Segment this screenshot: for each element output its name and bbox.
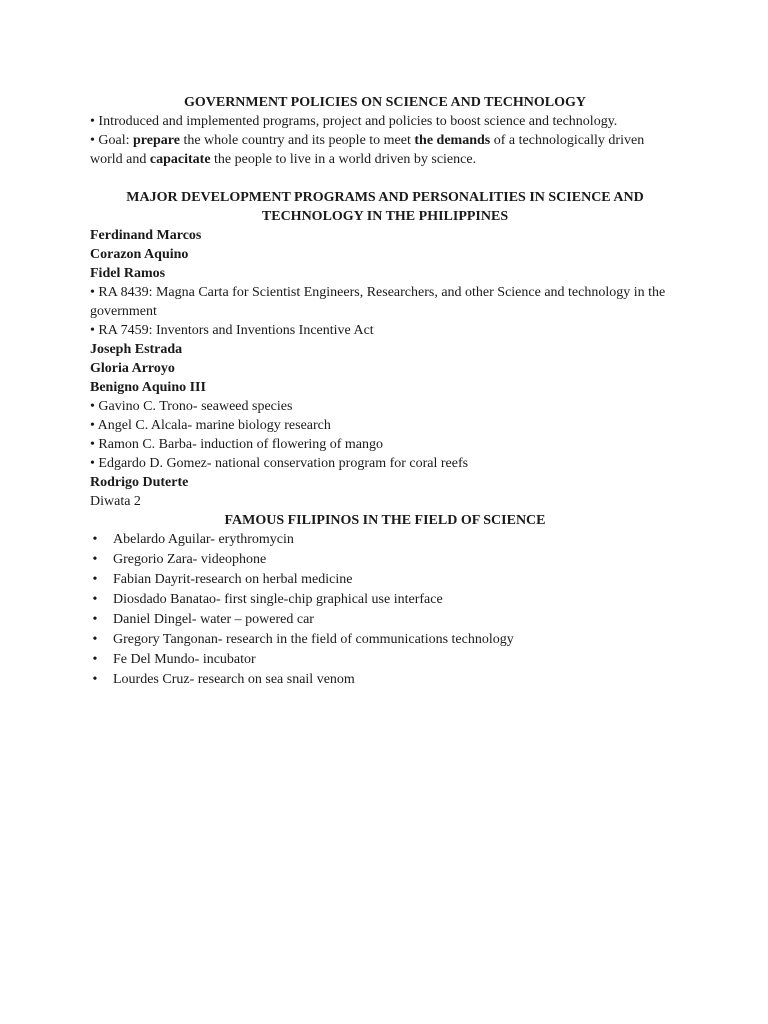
bullet: • <box>92 572 98 587</box>
goal-emphasis-demands: the demands <box>414 133 491 148</box>
goal-emphasis-capacitate: capacitate <box>149 152 211 167</box>
goal-prefix: Goal: <box>98 133 130 148</box>
spacer <box>90 169 680 188</box>
bullet: • <box>90 133 95 148</box>
section3-heading: FAMOUS FILIPINOS IN THE FIELD OF SCIENCE <box>224 513 546 528</box>
list-item-text: Fabian Dayrit-research on herbal medicine <box>113 572 353 587</box>
aquino-item <box>90 416 680 435</box>
list-item-text: Fe Del Mundo- incubator <box>113 652 256 667</box>
president-name: Benigno Aquino III <box>90 380 206 395</box>
list-item-text: Gregory Tangonan- research in the field of communications technology <box>113 632 514 647</box>
list-item <box>90 530 680 549</box>
policy-text: Introduced and implemented programs, project and policies to boost science and technology. <box>98 114 618 129</box>
aquino-item <box>90 435 680 454</box>
bullet: • <box>92 612 98 627</box>
president-name: Fidel Ramos <box>90 266 166 281</box>
section1-heading: GOVERNMENT POLICIES ON SCIENCE AND TECHNOLOGY <box>183 95 587 110</box>
bullet: • <box>90 437 95 452</box>
list-item <box>90 590 680 609</box>
ramos-item <box>90 283 680 321</box>
president-name: Rodrigo Duterte <box>90 475 189 490</box>
list-item <box>90 670 680 689</box>
scientist-list <box>90 530 680 689</box>
goal-line <box>90 131 680 169</box>
bullet: • <box>90 399 95 414</box>
aquino-item-text: Gavino C. Trono- seaweed species <box>98 399 293 414</box>
bullet: • <box>92 592 98 607</box>
goal-emphasis-prepare: prepare <box>133 133 180 148</box>
duterte-note: Diwata 2 <box>90 494 141 509</box>
aquino-item-text: Angel C. Alcala- marine biology research <box>97 418 331 433</box>
president-name: Gloria Arroyo <box>90 361 175 376</box>
list-item-text: Daniel Dingel- water – powered car <box>113 612 314 627</box>
document-page <box>90 93 680 690</box>
aquino-item-text: Ramon C. Barba- induction of flowering of mango <box>98 437 384 452</box>
aquino-item-text: Edgardo D. Gomez- national conservation program for coral reefs <box>98 456 469 471</box>
list-item <box>90 550 680 569</box>
bullet: • <box>90 114 95 129</box>
president-name: Corazon Aquino <box>90 247 189 262</box>
list-item-text: Abelardo Aguilar- erythromycin <box>113 532 294 547</box>
bullet: • <box>90 456 95 471</box>
list-item-text: Diosdado Banatao- first single-chip graphical use interface <box>113 592 443 607</box>
bullet: • <box>92 632 98 647</box>
aquino-item <box>90 454 680 473</box>
bullet: • <box>90 418 95 433</box>
ramos-item <box>90 321 680 340</box>
bullet: • <box>92 552 98 567</box>
president-name: Joseph Estrada <box>90 342 183 357</box>
list-item <box>90 630 680 649</box>
list-item <box>90 570 680 589</box>
list-item <box>90 610 680 629</box>
bullet: • <box>92 652 98 667</box>
goal-text-1: the whole country and its people to meet <box>183 133 411 148</box>
aquino-item <box>90 397 680 416</box>
ramos-item-text: RA 7459: Inventors and Inventions Incentive Act <box>98 323 374 338</box>
goal-text-2: of a technologically driven world and <box>90 133 645 167</box>
bullet: • <box>90 285 95 300</box>
ramos-item-text: RA 8439: Magna Carta for Scientist Engineers, Researchers, and other Science and technology in the government <box>90 285 666 319</box>
bullet: • <box>92 672 98 687</box>
bullet: • <box>92 532 98 547</box>
list-item-text: Lourdes Cruz- research on sea snail venom <box>113 672 355 687</box>
president-name: Ferdinand Marcos <box>90 228 202 243</box>
list-item-text: Gregorio Zara- videophone <box>113 552 267 567</box>
policy-line-1 <box>90 112 680 131</box>
section2-heading: MAJOR DEVELOPMENT PROGRAMS AND PERSONALITIES IN SCIENCE AND TECHNOLOGY IN THE PHILIPPINES <box>126 190 644 224</box>
goal-text-3: the people to live in a world driven by science. <box>214 152 477 167</box>
bullet: • <box>90 323 95 338</box>
list-item <box>90 650 680 669</box>
